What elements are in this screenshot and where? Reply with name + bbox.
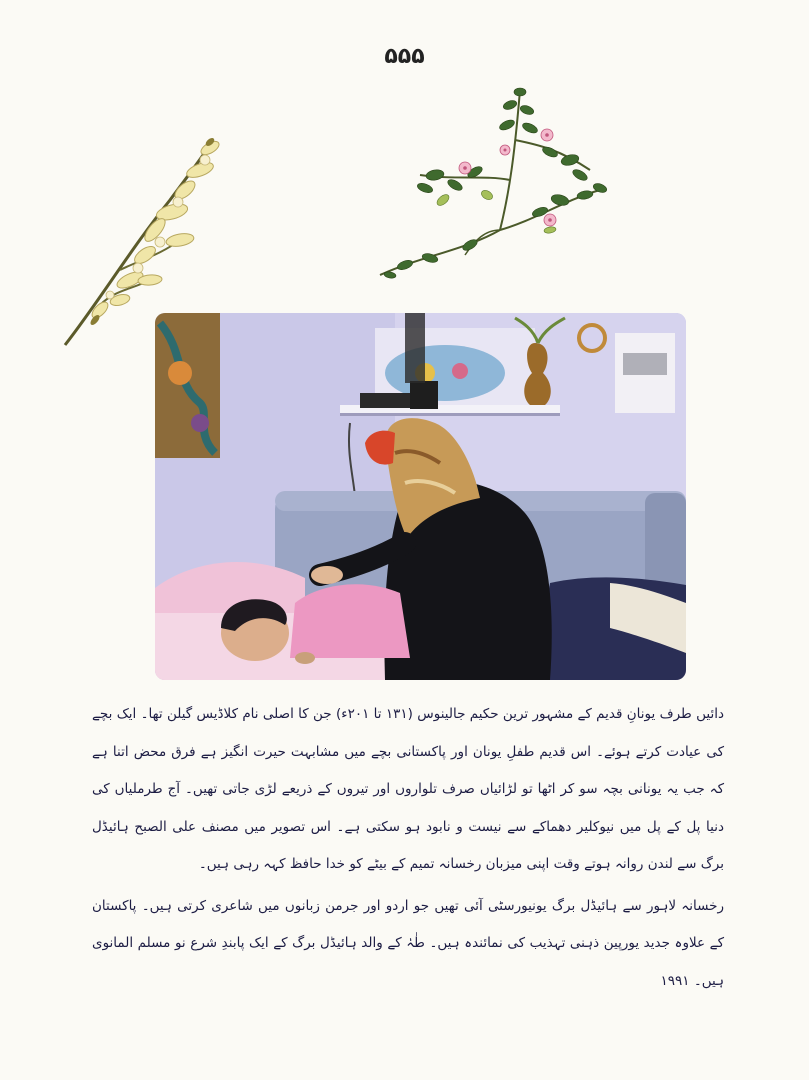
caption-text [92, 696, 724, 1000]
wall-painting [155, 313, 220, 458]
photograph [155, 313, 686, 680]
botanical-illustration-right [375, 80, 615, 285]
caption-paragraph-2: رخسانہ لاہور سے ہائیڈل برگ یونیورسٹی آئی تھیں جو اردو اور جرمن زبانوں میں شاعری کرتی ہیں۔ پاکستان کے علاوہ جدید یورپین ذہنی تہذیب کی نمائندہ ہیں۔ طٰہٰ کے والد ہائیڈل برگ کے ایک پابندِ شرع نو مسلم المانوی ہیں۔ ۱۹۹۱ [92, 897, 724, 989]
page-number: ۵۵۵ [384, 44, 425, 69]
caption-paragraph-1: دائیں طرف یونانِ قدیم کے مشہور ترین حکیم جالینوس (۱۳۱ تا ۲۰۱ء) جن کا اصلی نام کلاڈیس گیلن تھا۔ ایک بچے کی عیادت کرتے ہوئے۔ اس قدیم طفلِ یونان اور پاکستانی بچے میں مشابہت حیرت انگیز ہے فرق محض اتنا ہے کہ جب یہ یونانی بچہ سو کر اٹھا تو لڑائیاں صرف تلواروں اور تیروں کے ذریعے لڑی جاتی تھیں۔ آج طرملیاں کی دنیا پل کے پل میں نیوکلیر دھماکے سے نیست و نابود ہو سکتی ہے۔ اس تصویر میں مصنف علی الصبح ہائیڈل برگ سے لندن روانہ ہوتے وقت اپنی میزبان رخسانہ تمیم کے بیٹے کو خدا حافظ کہہ رہی ہیں۔ [92, 706, 725, 872]
